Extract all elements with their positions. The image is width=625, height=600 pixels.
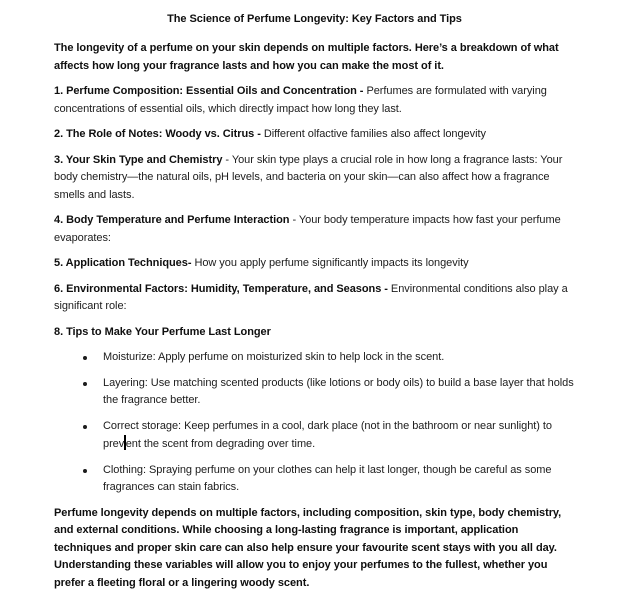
bullet-icon	[83, 382, 87, 386]
tip-item-moisturize[interactable]	[103, 349, 575, 367]
tip-text: Clothing: Spraying perfume on your clothes can help it last longer, though be careful as some fragrances can stain fabrics.	[103, 463, 552, 493]
section-6-heading: 6. Environmental Factors: Humidity, Temperature, and Seasons -	[54, 282, 388, 295]
tip-item-layering[interactable]	[103, 375, 575, 410]
tip-item-clothing[interactable]	[103, 462, 575, 497]
document-title[interactable]: The Science of Perfume Longevity: Key Factors and Tips	[167, 13, 462, 25]
intro-paragraph[interactable]: The longevity of a perfume on your skin depends on multiple factors. Here’s a breakdown of what affects how long your fragrance lasts and how you can make the most of it.	[54, 42, 559, 72]
tip-item-storage[interactable]	[103, 418, 575, 454]
bullet-icon	[83, 356, 87, 360]
bullet-icon	[83, 425, 87, 429]
section-4-body: - Your body temperature impacts how fast your perfume evaporates:	[54, 214, 561, 244]
tip-text-after-caret: ent the scent from degrading over time.	[125, 438, 316, 450]
section-paragraph-5[interactable]	[54, 255, 575, 273]
section-6-body: Environmental conditions also play a significant role:	[54, 282, 568, 312]
bullet-icon	[83, 469, 87, 473]
tips-heading[interactable]: 8. Tips to Make Your Perfume Last Longer	[54, 325, 271, 338]
tip-text: Layering: Use matching scented products (like lotions or body oils) to build a base layer that holds the fragrance better.	[103, 376, 574, 406]
section-paragraph-3[interactable]	[54, 152, 575, 205]
tips-list	[54, 349, 575, 497]
section-3-body: - Your skin type plays a crucial role in how long a fragrance lasts: Your body chemistry—the natural oils, pH levels, and bacteria on your skin—can also affect how a fragrance smells and lasts.	[54, 153, 563, 201]
conclusion-paragraph[interactable]: Perfume longevity depends on multiple factors, including composition, skin type, body chemistry, and external conditions. While choosing a long-lasting fragrance is important, application techniques and proper skin care can also help ensure your favourite scent stays with you all day. Understanding these variables will allow you to enjoy your perfumes to the fullest, whether you prefer a fleeting floral or a lingering woody scent.	[54, 506, 562, 589]
section-1-body: Perfumes are formulated with varying concentrations of essential oils, which directly impact how long they last.	[54, 85, 547, 115]
section-5-heading: 5. Application Techniques-	[54, 257, 192, 269]
section-paragraph-6[interactable]	[54, 281, 575, 316]
section-paragraph-4[interactable]	[54, 212, 575, 247]
tip-text: Moisturize: Apply perfume on moisturized skin to help lock in the scent.	[103, 351, 445, 363]
section-5-body: How you apply perfume significantly impacts its longevity	[191, 257, 469, 269]
section-1-heading: 1. Perfume Composition: Essential Oils and Concentration -	[54, 85, 364, 97]
section-paragraph-1[interactable]	[54, 83, 575, 118]
section-paragraph-2[interactable]	[54, 126, 575, 144]
section-3-heading: 3. Your Skin Type and Chemistry	[54, 153, 223, 166]
section-4-heading: 4. Body Temperature and Perfume Interaction	[54, 214, 290, 226]
section-2-heading: 2. The Role of Notes: Woody vs. Citrus -	[54, 128, 261, 140]
tip-text-before-caret: Correct storage: Keep perfumes in a cool, dark place (not in the bathroom or near sunlight) to prev	[103, 419, 552, 450]
section-2-body: Different olfactive families also affect longevity	[260, 128, 486, 140]
